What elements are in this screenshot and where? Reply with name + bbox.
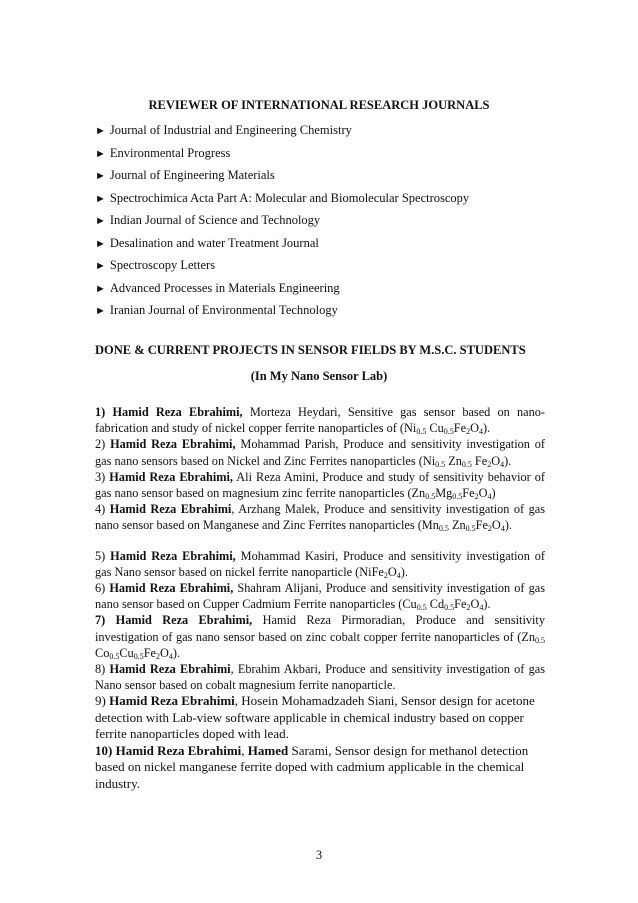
triangle-bullet-icon: ► [95,282,106,295]
project-item: 3) Hamid Reza Ebrahimi, Ali Reza Amini, Produce and study of sensitivity behavior of gas nano sensor based on magnesium zinc ferrite nanoparticles $(Zn_{0.5}Mg_{0.5}Fe_2O_4)$ [95,469,545,502]
triangle-bullet-icon: ► [95,260,106,272]
journal-list [95,122,555,325]
triangle-bullet-icon: ► [95,125,106,137]
project-item: 1) Hamid Reza Ebrahimi, Morteza Heydari, Sensitive gas sensor based on nano-fabrication and study of nickel copper ferrite nanoparticles of ($Ni_{0.5}$ $Cu_{0.5}Fe_2O_4$). [95,405,546,437]
project-item: 9) Hamid Reza Ebrahimi, Hosein Mohamadzadeh Siani, Sensor design for acetone detection with Lab-view software applicable in chemical industry based on copper ferrite nanoparticles doped with lead. [95,693,535,742]
journal-item: ► Spectrochimica Acta Part A: Molecular and Biomolecular Spectroscopy [95,190,470,205]
project-item: 6) Hamid Reza Ebrahimi, Shahram Alijani, Produce and sensitivity investigation of gas nano sensor based on Cupper Cadmium Ferrite nanoparticles ($Cu_{0.5}$ $Cd_{0.5}Fe_2O_4$). [95,581,546,613]
triangle-bullet-icon: ► [95,147,106,160]
journal-item: ► Journal of Industrial and Engineering Chemistry [95,123,352,137]
page-number: 3 [315,848,323,862]
triangle-bullet-icon: ► [95,305,106,317]
journal-item: ► Iranian Journal of Environmental Technology [95,303,338,317]
triangle-bullet-icon: ► [95,215,106,227]
journal-item: ► Journal of Engineering Materials [95,168,275,182]
journal-item: ► Desalination and water Treatment Journal [95,235,319,250]
project-item: 4) Hamid Reza Ebrahimi, Arzhang Malek, Produce and sensitivity investigation of gas nano sensor based on Manganese and Zinc Ferrites nanoparticles ($Mn_{0.5}$ $Zn_{0.5}Fe_2O_4$). [95,502,545,534]
journal-item: ► Indian Journal of Science and Technology [95,213,321,227]
projects-heading: DONE & CURRENT PROJECTS IN SENSOR FIELDS BY M.S.C. STUDENTS [95,343,526,357]
triangle-bullet-icon: ► [95,237,106,250]
project-item: 10) Hamid Reza Ebrahimi, Hamed Sarami, Sensor design for methanol detection based on nickel manganese ferrite doped with cadmium applicable in the chemical industry. [95,742,529,791]
journal-item: ► Advanced Processes in Materials Engineering [95,280,340,295]
project-item: 8) Hamid Reza Ebrahimi, Ebrahim Akbari, Produce and sensitivity investigation of gas Nano sensor based on cobalt magnesium ferrite nanoparticle. [95,662,545,693]
project-item: 2) Hamid Reza Ebrahimi, Mohammad Parish, Produce and sensitivity investigation of gas nano sensors based on Nickel and Zinc Ferrites nanoparticles ($Ni_{0.5}$ $Zn_{0.5}$ $Fe_2O_4$). [95,437,546,469]
project-list [95,404,545,792]
triangle-bullet-icon: ► [95,170,106,182]
projects-subheading: (In My Nano Sensor Lab) [250,369,388,383]
journal-item: ► Spectroscopy Letters [95,258,216,272]
reviewer-heading: REVIEWER OF INTERNATIONAL RESEARCH JOURNALS [148,98,490,112]
project-item: 5) Hamid Reza Ebrahimi, Mohammad Kasiri, Produce and sensitivity investigation of gas Nano sensor based on nickel ferrite nanoparticle $(NiFe_2O_4)$. [95,548,545,580]
journal-item: ► Environmental Progress [95,145,231,160]
project-item: 7) Hamid Reza Ebrahimi, Hamid Reza Pirmoradian, Produce and sensitivity investigation of gas nano sensor based on zinc cobalt copper ferrite nanoparticles of ($Zn_{0.5}$ $Co_{0.5}Cu_{0.5}Fe_2O_4$). [95,613,545,661]
triangle-bullet-icon: ► [95,192,106,205]
